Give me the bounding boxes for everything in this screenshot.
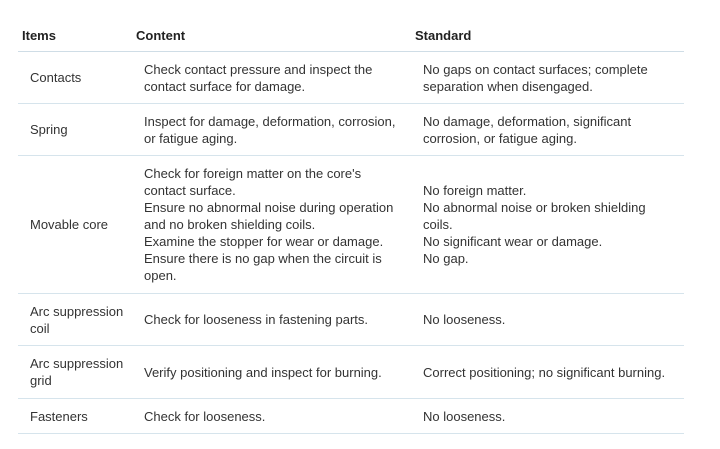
cell-standard — [415, 156, 684, 294]
header-content: Content — [136, 19, 415, 52]
cell-line: No abnormal noise or broken shielding — [423, 200, 646, 215]
cell-content — [136, 399, 415, 434]
cell-line: and no broken shielding coils. — [144, 217, 316, 232]
cell-line: Check for looseness. — [144, 408, 266, 424]
cell-line: Arc suppression — [30, 356, 124, 371]
cell-item — [18, 104, 136, 156]
cell-line: coil — [30, 320, 50, 336]
cell-content — [136, 104, 415, 156]
cell-line: No significant wear or damage. — [423, 234, 603, 249]
cell-line: Fasteners — [30, 408, 88, 424]
cell-item — [18, 52, 136, 104]
cell-standard — [415, 52, 684, 104]
cell-standard — [415, 399, 684, 434]
cell-line: No damage, deformation, significant — [423, 113, 632, 129]
cell-line: Check contact pressure and inspect the — [144, 61, 373, 77]
cell-line: grid — [30, 373, 52, 388]
cell-line: contact surface. — [144, 183, 236, 198]
cell-standard — [415, 294, 684, 346]
table-row — [18, 399, 684, 434]
cell-item — [18, 156, 136, 294]
cell-standard — [415, 346, 684, 399]
cell-line: corrosion, or fatigue aging. — [423, 130, 577, 146]
header-items: Items — [18, 19, 136, 52]
cell-line: Inspect for damage, deformation, corrosion, — [144, 113, 396, 129]
cell-line: Ensure there is no gap when the circuit is — [144, 251, 382, 266]
inspection-table — [18, 19, 684, 434]
cell-line: Verify positioning and inspect for burning. — [144, 364, 382, 380]
table-row — [18, 294, 684, 346]
cell-item — [18, 346, 136, 399]
cell-content — [136, 346, 415, 399]
cell-line: coils. — [423, 217, 453, 232]
cell-line: No looseness. — [423, 408, 506, 424]
header-standard: Standard — [415, 19, 684, 52]
cell-line: No foreign matter. — [423, 183, 527, 198]
cell-line: open. — [144, 268, 177, 283]
cell-line: Check for looseness in fastening parts. — [144, 312, 369, 327]
cell-line: or fatigue aging. — [144, 130, 238, 146]
cell-line: contact surface for damage. — [144, 78, 306, 94]
cell-content — [136, 52, 415, 104]
cell-line: No gaps on contact surfaces; complete — [423, 61, 648, 77]
table-row — [18, 346, 684, 399]
cell-line: Correct positioning; no significant burning. — [423, 364, 666, 380]
cell-item — [18, 294, 136, 346]
cell-line: Examine the stopper for wear or damage. — [144, 234, 384, 249]
table-row — [18, 156, 684, 294]
cell-content — [136, 156, 415, 294]
table-body — [18, 52, 684, 434]
cell-item — [18, 399, 136, 434]
cell-line: separation when disengaged. — [423, 78, 593, 94]
table-header — [18, 19, 684, 52]
inspection-table-container — [18, 19, 684, 434]
cell-standard — [415, 104, 684, 156]
cell-line: Ensure no abnormal noise during operation — [144, 200, 394, 215]
cell-line: Spring — [30, 122, 68, 137]
cell-line: No looseness. — [423, 312, 506, 327]
cell-line: Contacts — [30, 70, 82, 85]
cell-line: No gap. — [423, 251, 469, 266]
cell-content — [136, 294, 415, 346]
cell-line: Arc suppression — [30, 303, 124, 319]
header-row — [18, 19, 684, 52]
table-row — [18, 104, 684, 156]
cell-line: Movable core — [30, 217, 109, 232]
cell-line: Check for foreign matter on the core's — [144, 166, 362, 181]
table-row — [18, 52, 684, 104]
